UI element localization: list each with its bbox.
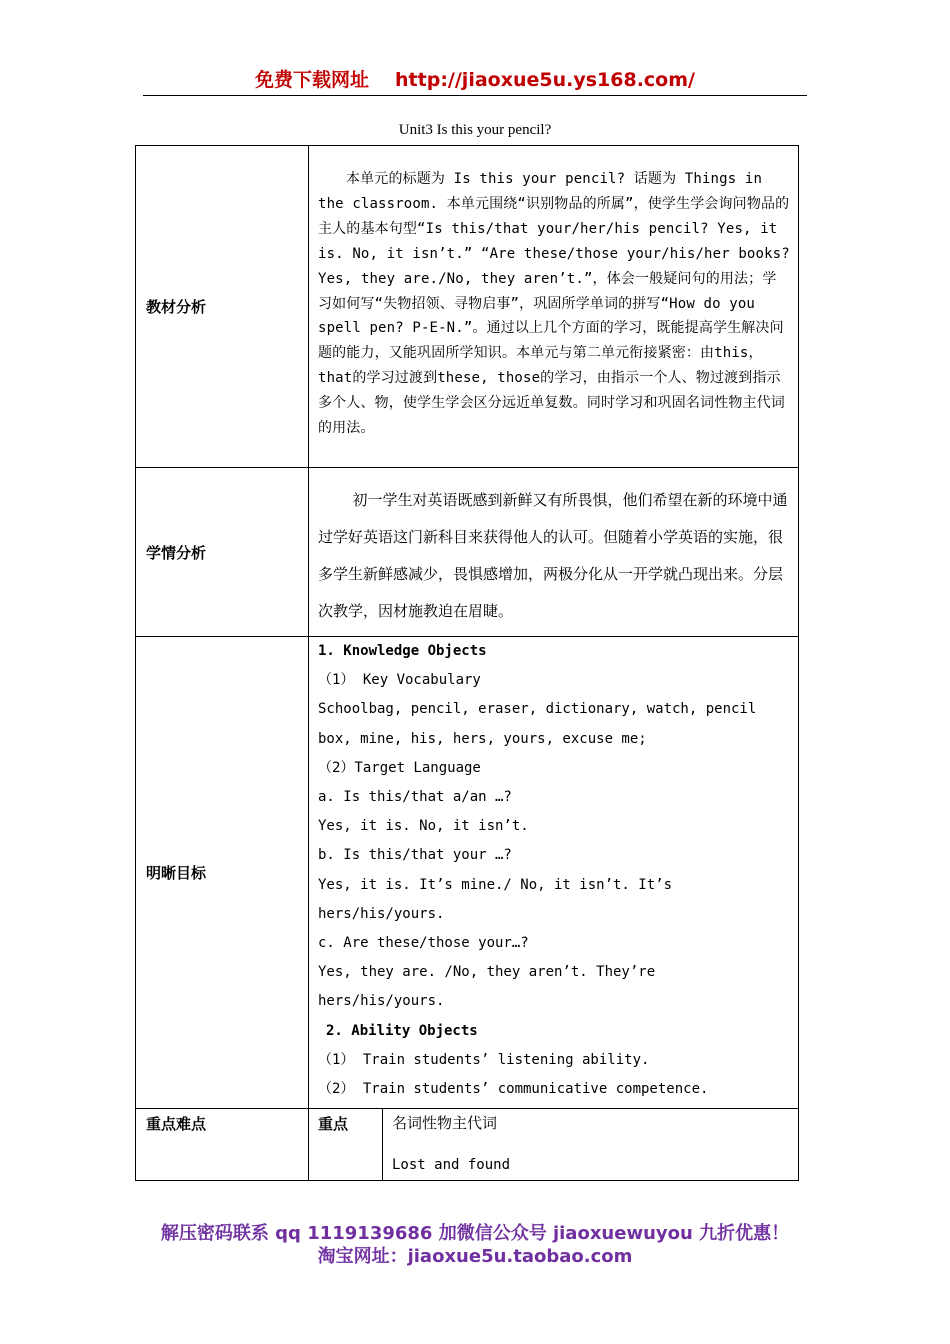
- key-points-sub-label: 重点: [309, 1109, 383, 1181]
- header-divider: [143, 95, 807, 96]
- objective-line: hers/his/yours.: [318, 905, 445, 922]
- objectives-label: 明晰目标: [136, 637, 309, 1109]
- table-row-objectives: [136, 637, 799, 1109]
- objective-line: hers/his/yours.: [318, 993, 445, 1010]
- objective-line: a. Is this/that a/an …?: [318, 789, 512, 806]
- key-point-line: Lost and found: [392, 1157, 511, 1173]
- objective-line: 1. Knowledge Objects: [318, 643, 487, 659]
- objective-line: c. Are these/those your…?: [318, 935, 529, 952]
- objective-line: （2）Target Language: [318, 759, 481, 776]
- textbook-analysis-content: [309, 146, 799, 468]
- table-row-students: [136, 468, 799, 637]
- objective-line: Schoolbag, pencil, eraser, dictionary, watch, pencil: [318, 701, 757, 718]
- student-analysis-label: 学情分析: [136, 468, 309, 637]
- objectives-content: [309, 637, 799, 1109]
- objective-line: 2. Ability Objects: [326, 1022, 478, 1039]
- textbook-analysis-text: 本单元的标题为 Is this your pencil? 话题为 Things in the classroom. 本单元围绕“识别物品的所属”，使学生学会询问物品的主人的基本句型“Is this/that your/her/his pencil? Yes, it is. No, it isn’t.” “Are these/those your/his/her books? Yes, they are./No, they aren’t.”，体会一般疑问句的用法；学习如何写“失物招领、寻物启事”，巩固所学单词的拼写“How do you spell pen? P-E-N.”。通过以上几个方面的学习，既能提高学生解决问题的能力，又能巩固所学知识。本单元与第二单元衔接紧密：由this，that的学习过渡到these, those的学习，由指示一个人、物过渡到指示多个人、物，使学生学会区分远近单复数。同时学习和巩固名词性物主代词的用法。: [318, 171, 790, 437]
- table-row-key-points: [136, 1109, 799, 1181]
- page-header: [143, 66, 807, 94]
- lesson-plan-table: [135, 145, 799, 1181]
- table-row-textbook: [136, 146, 799, 468]
- objective-line: （2） Train students’ communicative competence.: [318, 1081, 709, 1098]
- header-url-link[interactable]: http://jiaoxue5u.ys168.com/: [395, 69, 695, 91]
- header-label: 免费下载网址: [255, 69, 370, 91]
- textbook-analysis-label: 教材分析: [136, 146, 309, 468]
- objective-line: Yes, it is. No, it isn’t.: [318, 818, 529, 835]
- objective-line: （1） Key Vocabulary: [318, 672, 481, 689]
- key-point-line: 名词性物主代词: [392, 1114, 498, 1132]
- key-points-content: [383, 1109, 799, 1181]
- objective-line: box, mine, his, hers, yours, excuse me;: [318, 730, 647, 747]
- footer-shop-link[interactable]: 淘宝网址：jiaoxue5u.taobao.com: [317, 1246, 633, 1267]
- student-analysis-text: 初一学生对英语既感到新鲜又有所畏惧，他们希望在新的环境中通过学好英语这门新科目来获得他人的认可。但随着小学英语的实施，很多学生新鲜感减少，畏惧感增加，两极分化从一开学就凸现出来。分层次教学，因材施教迫在眉睫。: [318, 491, 788, 620]
- key-points-label: 重点难点: [136, 1109, 309, 1181]
- footer-contact: 解压密码联系 qq 1119139686 加微信公众号 jiaoxuewuyou 九折优惠！: [160, 1223, 790, 1244]
- objective-line: b. Is this/that your …?: [318, 847, 512, 864]
- objective-line: Yes, it is. It’s mine./ No, it isn’t. It’s: [318, 876, 673, 893]
- student-analysis-content: [309, 468, 799, 637]
- objective-line: （1） Train students’ listening ability.: [318, 1051, 650, 1068]
- objective-line: Yes, they are. /No, they aren’t. They’re: [318, 964, 656, 981]
- document-title: Unit3 Is this your pencil?: [398, 122, 552, 138]
